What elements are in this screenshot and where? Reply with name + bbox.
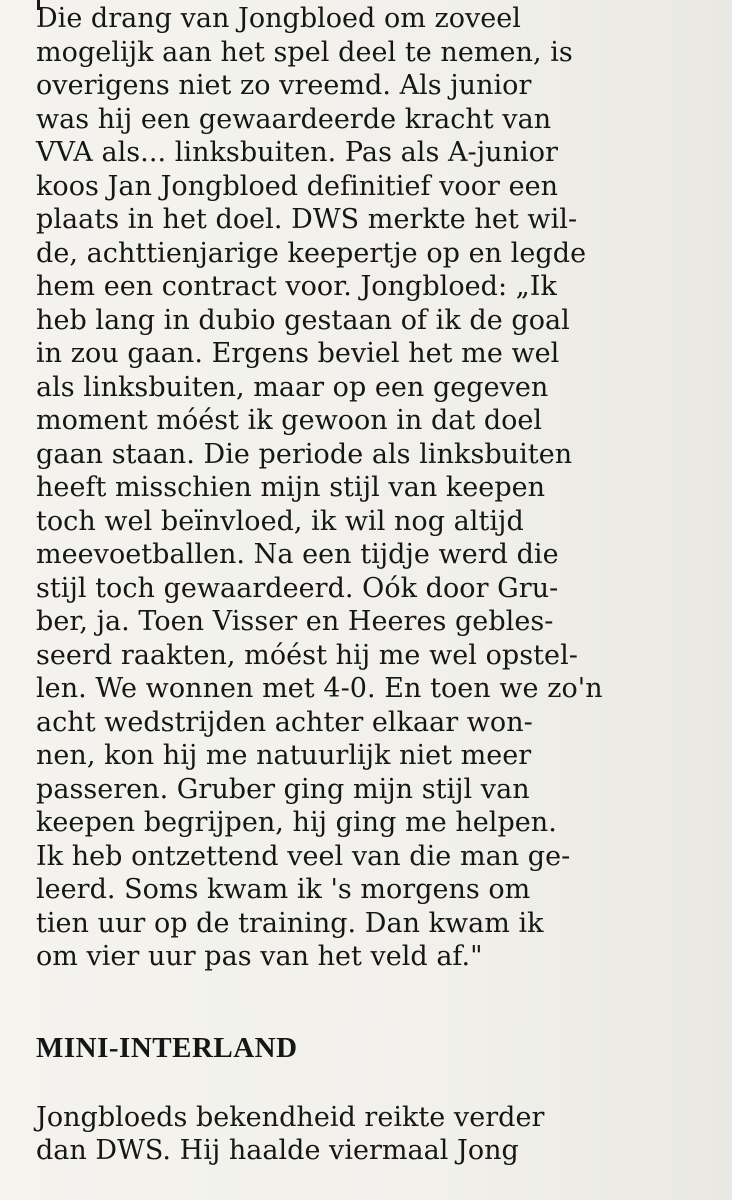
text-line: was hij een gewaardeerde kracht van: [36, 104, 552, 135]
text-line: koos Jan Jongbloed definitief voor een: [36, 171, 559, 202]
text-line: acht wedstrijden achter elkaar won-: [36, 707, 533, 738]
text-line: Jongbloeds bekendheid reikte verder: [36, 1102, 545, 1133]
text-line: seerd raakten, móést hij me wel opstel-: [36, 640, 578, 671]
text-line: tien uur op de training. Dan kwam ik: [36, 908, 544, 939]
text-line: als linksbuiten, maar op een gegeven: [36, 372, 549, 403]
text-line: heb lang in dubio gestaan of ik de goal: [36, 305, 570, 336]
text-line: nen, kon hij me natuurlijk niet meer: [36, 740, 532, 771]
text-line: moment móést ik gewoon in dat doel: [36, 405, 543, 436]
text-line: Die drang van Jongbloed om zoveel: [36, 3, 521, 34]
text-line: leerd. Soms kwam ik 's morgens om: [36, 874, 531, 905]
section-heading: MINI-INTERLAND: [36, 1032, 298, 1064]
text-line: heeft misschien mijn stijl van keepen: [36, 472, 546, 503]
text-line: passeren. Gruber ging mijn stijl van: [36, 774, 530, 805]
text-line: VVA als... linksbuiten. Pas als A-junior: [36, 137, 558, 168]
text-line: in zou gaan. Ergens beviel het me wel: [36, 338, 560, 369]
text-line: de, achttienjarige keepertje op en legde: [36, 238, 587, 269]
text-line: Ik heb ontzettend veel van die man ge-: [36, 841, 571, 872]
text-line: stijl toch gewaardeerd. Oók door Gru-: [36, 573, 559, 604]
text-line: om vier uur pas van het veld af.": [36, 941, 483, 972]
text-line: overigens niet zo vreemd. Als junior: [36, 70, 532, 101]
text-line: plaats in het doel. DWS merkte het wil-: [36, 204, 578, 235]
text-line: dan DWS. Hij haalde viermaal Jong: [36, 1135, 519, 1166]
text-line: gaan staan. Die periode als linksbuiten: [36, 439, 573, 470]
text-line: toch wel beïnvloed, ik wil nog altijd: [36, 506, 524, 537]
text-line: keepen begrijpen, hij ging me helpen.: [36, 807, 557, 838]
text-line: ber, ja. Toen Visser en Heeres gebles-: [36, 606, 554, 637]
text-line: mogelijk aan het spel deel te nemen, is: [36, 37, 573, 68]
text-line: meevoetballen. Na een tijdje werd die: [36, 539, 559, 570]
text-line: hem een contract voor. Jongbloed: „Ik: [36, 271, 557, 302]
text-line: len. We wonnen met 4-0. En toen we zo'n: [36, 673, 603, 704]
